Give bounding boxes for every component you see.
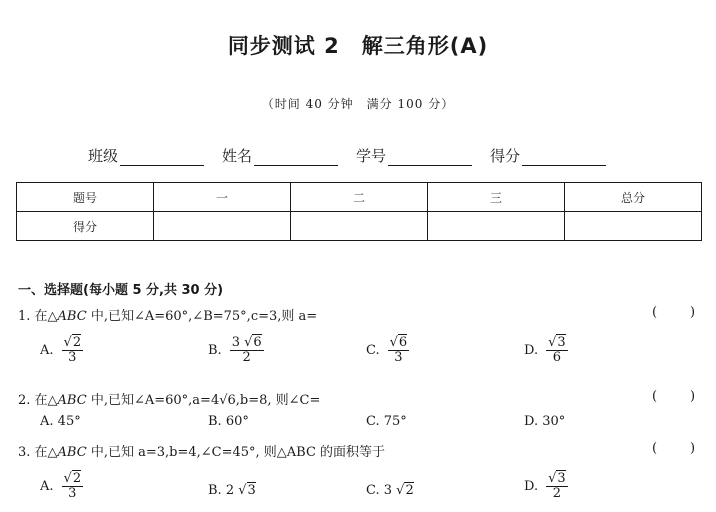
answer-blank-2[interactable]: ( ) (652, 389, 696, 404)
answer-blank-3[interactable]: ( ) (652, 441, 696, 456)
fraction: $\frac{√3}{2}$ (548, 471, 566, 502)
name-label: 姓名 (222, 147, 253, 165)
q1-option-d[interactable]: D. $\frac{√3}{6}$ (524, 335, 566, 366)
id-field[interactable] (356, 145, 472, 166)
q2-option-b[interactable]: B. 60° (208, 414, 249, 429)
page-title: 同步测试 2 解三角形(A) (227, 34, 489, 58)
fraction: $\frac{√2}{3}$ (63, 335, 82, 366)
fraction: $\frac{3 √6}{2}$ (231, 335, 262, 366)
row-label-cell: 得分 (17, 212, 154, 241)
q2-option-a[interactable]: A. 45° (40, 414, 81, 429)
question-2-stem: 2. 在△ABC 中,已知∠A=60°,a=4√6,b=8, 则∠C= (18, 393, 321, 408)
score-blank[interactable] (522, 149, 606, 166)
q2-option-c[interactable]: C. 75° (366, 414, 407, 429)
q3-option-b[interactable]: B. 2 √ 3 (208, 482, 256, 498)
q3-option-c[interactable]: C. 3 √ 2 (366, 482, 414, 498)
score-table-header-row (17, 183, 702, 212)
id-blank[interactable] (388, 149, 472, 166)
name-blank[interactable] (254, 149, 338, 166)
id-label: 学号 (356, 147, 387, 165)
answer-blank-1[interactable]: ( ) (652, 305, 696, 320)
score-cell[interactable] (154, 212, 291, 241)
score-label: 得分 (490, 147, 521, 165)
class-blank[interactable] (120, 149, 204, 166)
header-cell: 二 (291, 183, 428, 212)
header-cell: 三 (428, 183, 565, 212)
student-info-row (88, 145, 624, 166)
score-cell[interactable] (428, 212, 565, 241)
score-cell[interactable] (565, 212, 702, 241)
score-cell[interactable] (291, 212, 428, 241)
q3-option-a[interactable]: A. $\frac{√2}{3}$ (40, 471, 82, 502)
header-cell: 总分 (565, 183, 702, 212)
fraction: $\frac{√2}{3}$ (63, 471, 82, 502)
class-field[interactable] (88, 145, 204, 166)
q1-option-c[interactable]: C. $\frac{√6}{3}$ (366, 335, 408, 366)
score-field[interactable] (490, 145, 606, 166)
header-cell: 一 (154, 183, 291, 212)
question-3-stem: 3. 在△ABC 中,已知 a=3,b=4,∠C=45°, 则△ABC 的面积等于 (18, 445, 386, 460)
header-cell: 题号 (17, 183, 154, 212)
fraction: $\frac{√3}{6}$ (548, 335, 566, 366)
time-score-note: （时间 40 分钟 满分 100 分） (261, 97, 455, 111)
q2-option-d[interactable]: D. 30° (524, 414, 566, 429)
q1-option-a[interactable]: A. $\frac{√2}{3}$ (40, 335, 82, 366)
fraction: $\frac{√6}{3}$ (389, 335, 408, 366)
name-field[interactable] (222, 145, 338, 166)
section-heading: 一、选择题(每小题 5 分,共 30 分) (18, 283, 224, 298)
score-table-score-row (17, 212, 702, 241)
q3-option-d[interactable]: D. $\frac{√3}{2}$ (524, 471, 566, 502)
class-label: 班级 (88, 147, 119, 165)
q1-option-b[interactable]: B. $\frac{3 √6}{2}$ (208, 335, 262, 366)
score-table (16, 182, 702, 241)
question-1-stem: 1. 在△ABC 中,已知∠A=60°,∠B=75°,c=3,则 a= (18, 309, 318, 324)
